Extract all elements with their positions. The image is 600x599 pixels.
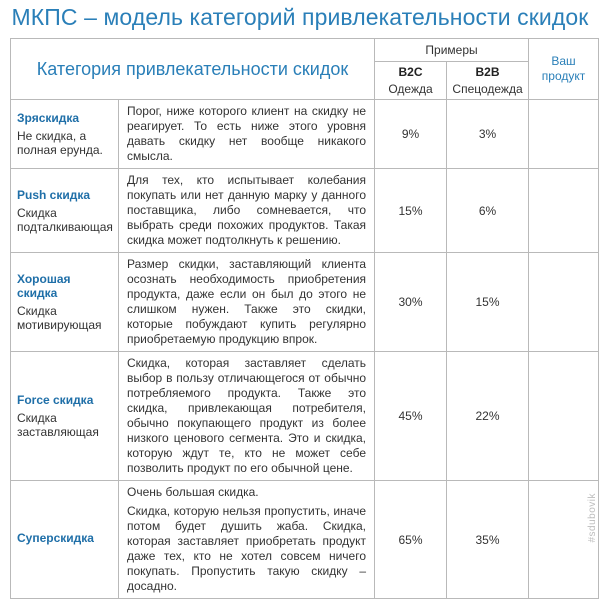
table-row xyxy=(11,253,599,352)
b2c-value: 15% xyxy=(375,169,447,253)
b2b-header xyxy=(447,62,529,100)
description-text: Скидка, которая заставляет сделать выбор в пользу отличающегося от обычно потребляемого продукта. Также это скидка, привлекающая потребителя, обычно покупающего продукт из более низкого ценового сегмента. Это и скидка, которую ждут те, кто не может себе позволить продукт по его обычной цене. xyxy=(127,356,367,475)
category-cell xyxy=(11,169,119,253)
b2b-value: 3% xyxy=(447,100,529,169)
category-cell xyxy=(11,100,119,169)
b2b-value: 15% xyxy=(447,253,529,352)
own-product-cell[interactable] xyxy=(529,352,599,481)
b2c-value: 30% xyxy=(375,253,447,352)
category-name: Зряскидка xyxy=(17,111,80,125)
category-name: Force скидка xyxy=(17,393,94,407)
examples-header: Примеры xyxy=(375,39,529,62)
b2c-value: 45% xyxy=(375,352,447,481)
category-header: Категория привлекательности скидок xyxy=(11,39,375,100)
category-cell xyxy=(11,352,119,481)
b2b-value: 6% xyxy=(447,169,529,253)
own-product-header: Ваш продукт xyxy=(529,39,599,100)
description-cell xyxy=(119,481,375,599)
b2c-value: 9% xyxy=(375,100,447,169)
description-cell xyxy=(119,352,375,481)
own-product-cell[interactable] xyxy=(529,169,599,253)
description-cell xyxy=(119,100,375,169)
category-name: Push скидка xyxy=(17,187,91,202)
description-text: Для тех, кто испытывает колебания покупать или нет данную марку у данного поставщика, либо сомневается, что выбрать среди похожих продуктов. Такая скидка может подтолкнуть к решению. xyxy=(127,173,367,247)
b2b-value: 35% xyxy=(447,481,529,599)
description-text: Порог, ниже которого клиент на скидку не реагирует. То есть ниже этого уровня давать скидку нет вообще никакого смысла. xyxy=(127,104,367,163)
b2b-code: B2B xyxy=(475,64,500,79)
table-row xyxy=(11,352,599,481)
b2c-code: B2C xyxy=(398,64,423,79)
table-row xyxy=(11,481,599,599)
category-name: Суперскидка xyxy=(17,530,94,545)
watermark: #sdubovik xyxy=(587,493,598,543)
category-subtitle: Скидка мотивирующая xyxy=(17,304,102,332)
table-row xyxy=(11,100,599,169)
category-cell xyxy=(11,253,119,352)
own-product-cell[interactable] xyxy=(529,253,599,352)
category-subtitle: Скидка подталкивающая xyxy=(17,205,113,234)
category-cell xyxy=(11,481,119,599)
category-name: Хорошая скидка xyxy=(17,272,71,300)
page-title: МКПС – модель категорий привлекательности скидок xyxy=(11,4,589,30)
b2b-label: Спецодежда xyxy=(452,81,523,96)
discount-model-table xyxy=(10,38,599,599)
description-text: Очень большая скидка. xyxy=(127,485,259,499)
description-text: Скидка, которую нельзя пропустить, иначе потом будет душить жаба. Скидка, которая заставляет приобретать продукт даже тех, кто не хотел совсем ничего покупать. Пропустить такую скидку – досадно. xyxy=(127,504,367,593)
b2b-value: 22% xyxy=(447,352,529,481)
b2c-label: Одежда xyxy=(388,81,433,96)
description-text: Размер скидки, заставляющий клиента осознать необходимость приобретения продукта, даже если он был до этого не слишком нужен. Также это скидки, которые побуждают купить регулярно приобретаемую продукцию впрок. xyxy=(127,257,367,346)
category-subtitle: Скидка заставляющая xyxy=(17,411,99,439)
b2c-value: 65% xyxy=(375,481,447,599)
b2c-header xyxy=(375,62,447,100)
table-row xyxy=(11,169,599,253)
own-product-cell[interactable] xyxy=(529,100,599,169)
description-cell xyxy=(119,169,375,253)
description-cell xyxy=(119,253,375,352)
category-subtitle: Не скидка, а полная ерунда. xyxy=(17,129,103,157)
